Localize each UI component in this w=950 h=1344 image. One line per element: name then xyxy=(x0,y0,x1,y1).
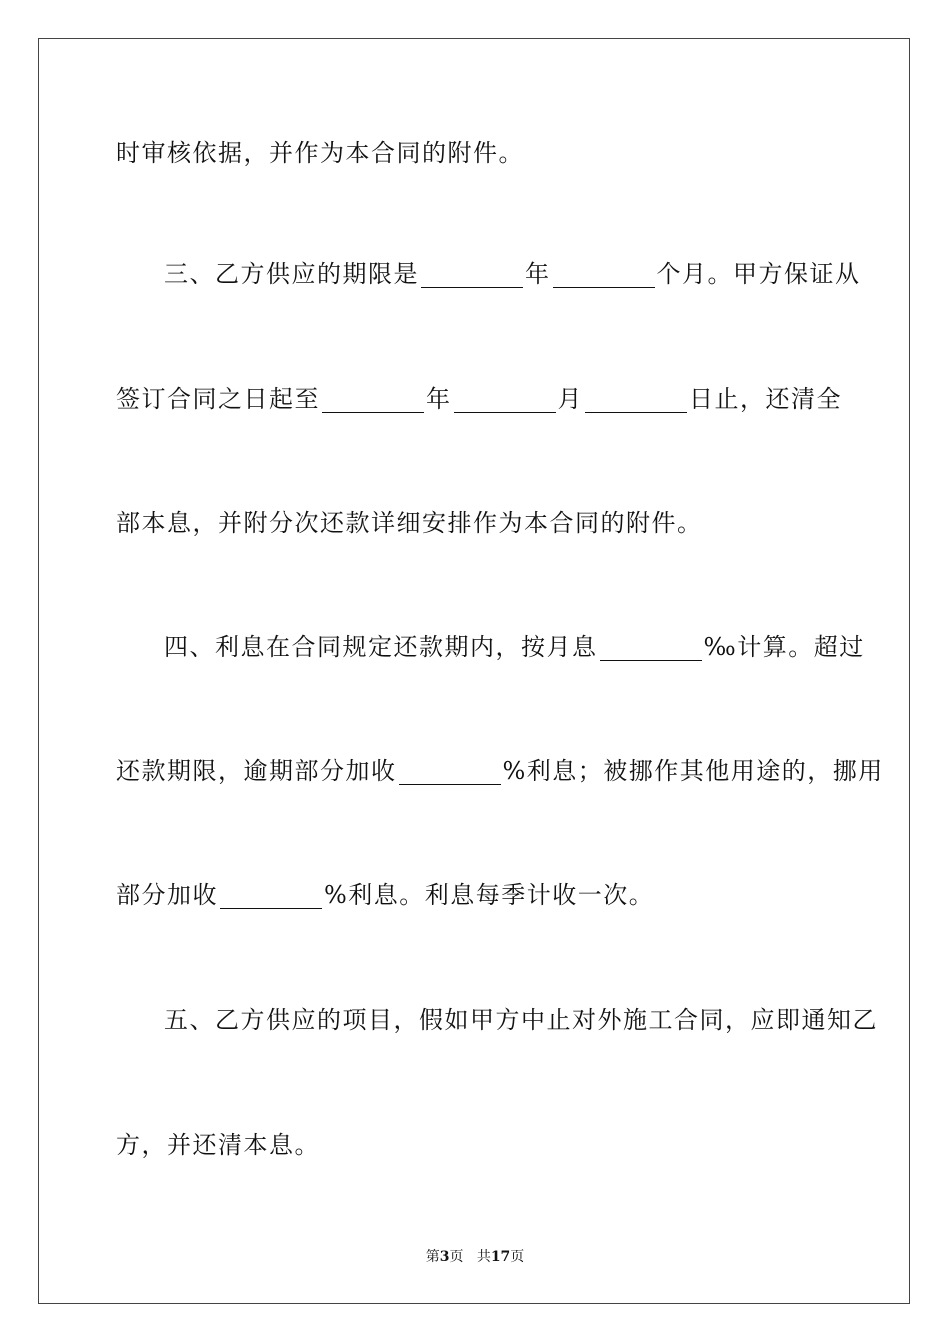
paragraph-line-1 xyxy=(116,138,836,168)
total-pages: 17 xyxy=(490,1249,511,1265)
fill-blank-monthly-rate xyxy=(600,636,702,661)
paragraph-5-line-1 xyxy=(164,1005,884,1035)
line-text: 四、利息在合同规定还款期内，按月息 xyxy=(164,633,598,661)
fill-blank-misuse-rate xyxy=(220,884,322,909)
line-text: 月 xyxy=(557,385,583,413)
fill-blank-year xyxy=(322,388,424,413)
line-text: 签订合同之日起至 xyxy=(116,385,320,413)
paragraph-4-line-2 xyxy=(116,756,884,786)
line-text: ‰计算。超过 xyxy=(703,633,865,661)
paragraph-5-line-2 xyxy=(116,1130,836,1160)
footer-total-suffix: 页 xyxy=(510,1249,525,1265)
line-text: 部本息，并附分次还款详细安排作为本合同的附件。 xyxy=(116,509,703,537)
page-footer xyxy=(0,1248,950,1266)
paragraph-4-line-3 xyxy=(116,880,836,910)
page-border xyxy=(38,38,910,1304)
line-text: 方，并还清本息。 xyxy=(116,1131,320,1159)
line-text: 还款期限，逾期部分加收 xyxy=(116,757,397,785)
fill-blank-years xyxy=(421,263,523,288)
line-text: 个月。甲方保证从 xyxy=(656,260,861,288)
paragraph-3-line-1 xyxy=(164,259,884,289)
line-text: %利息；被挪作其他用途的，挪用 xyxy=(502,757,884,785)
line-text: %利息。利息每季计收一次。 xyxy=(324,881,655,909)
footer-prefix: 第 xyxy=(425,1249,440,1265)
line-text: 部分加收 xyxy=(116,881,218,909)
paragraph-3-line-3 xyxy=(116,508,836,538)
paragraph-4-line-1 xyxy=(164,632,884,662)
fill-blank-overdue-rate xyxy=(399,760,501,785)
line-text: 五、乙方供应的项目，假如甲方中止对外施工合同，应即通知乙 xyxy=(164,1006,878,1034)
line-text: 时审核依据，并作为本合同的附件。 xyxy=(116,139,524,167)
fill-blank-month xyxy=(454,388,556,413)
fill-blank-day xyxy=(585,388,687,413)
line-text: 年 xyxy=(426,385,452,413)
footer-page-suffix: 页 xyxy=(449,1249,464,1265)
footer-total-prefix: 共 xyxy=(476,1249,491,1265)
line-text: 日止，还清全 xyxy=(689,385,842,413)
paragraph-3-line-2 xyxy=(116,384,842,414)
fill-blank-months xyxy=(553,263,655,288)
page-number: 3 xyxy=(439,1249,450,1265)
line-text: 年 xyxy=(525,260,551,288)
line-text: 三、乙方供应的期限是 xyxy=(164,260,419,288)
